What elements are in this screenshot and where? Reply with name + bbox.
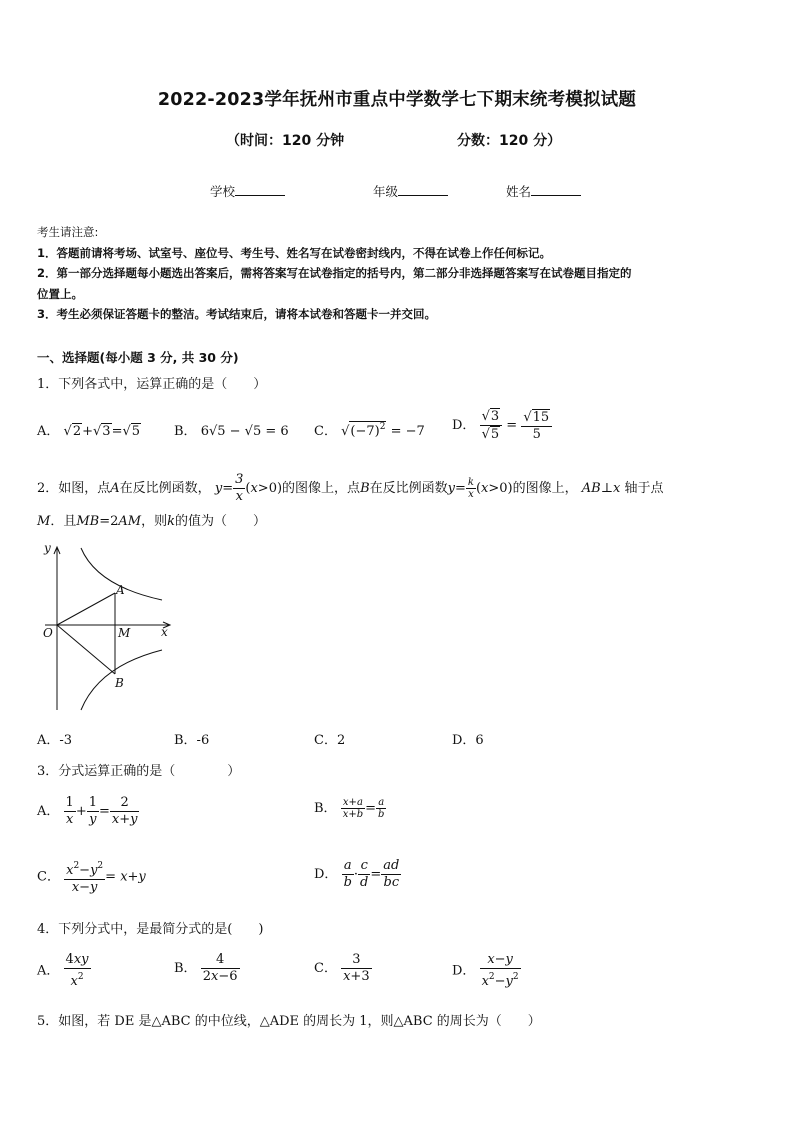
q3-option-d: D． $\frac{a}{b}$ · $\frac{c}{d}$ = $\frac{ad}{bc}$ [314, 858, 400, 890]
notice-item: 2．第一部分选择题每小题选出答案后，需将答案写在试卷指定的括号内，第二部分非选择题答案写在试卷题目指定的 [37, 266, 632, 280]
q1-option-d: D． $\frac{√3}{√5}$ = $\frac{√15}{5}$ [452, 408, 552, 443]
school-blank [235, 183, 285, 196]
q2-text: 在反比例函数 [369, 481, 448, 496]
name-field [506, 182, 581, 200]
option-label: B． [314, 801, 337, 816]
notice-heading: 考生请注意: [37, 225, 99, 239]
notice-item: 1．答题前请将考场、试室号、座位号、考生号、姓名写在试卷密封线内，不得在试卷上作任何标记。 [37, 245, 551, 260]
label-a: A [116, 583, 125, 597]
q2-option-a: A．-3 [37, 733, 73, 748]
q4-option-c: C． $\frac{3}{x+3}$ [314, 952, 370, 984]
question-5-stem: 5．如图，若 DE 是△ABC 的中位线，△ADE 的周长为 1，则△ABC 的周长为（ ） [37, 1014, 541, 1029]
q1-option-b [174, 420, 289, 439]
school-label: 学校 [210, 184, 236, 199]
q2-text: ．且 [50, 514, 77, 529]
question-3-stem: 3．分式运算正确的是（ ） [37, 764, 241, 779]
question-4-stem: 4．下列分式中，是最简分式的是( ) [37, 922, 264, 937]
name-label: 姓名 [506, 184, 532, 199]
q3-option-a: A． $\frac{1}{x}$ + $\frac{1}{y}$ = $\frac{2}{x+y}$ [37, 795, 138, 827]
q1-option-c: C． $√(-7)^2 = -7$ [314, 422, 425, 439]
label-x: x [161, 625, 168, 639]
option-label: D． [314, 867, 338, 882]
q2-text: 2．如图，点 [37, 481, 111, 496]
question-1-stem: 1．下列各式中，运算正确的是（ ） [37, 377, 267, 392]
section-heading: 一、选择题(每小题 3 分, 共 30 分) [37, 350, 239, 365]
option-label: C． [314, 961, 337, 976]
q4-option-b: B． $\frac{4}{2x-6}$ [174, 952, 238, 984]
name-blank [531, 183, 581, 196]
question-2-stem: 2．如图，点A在反比例函数， y= $\frac{3}{x}$ (x>0)的图像上，点B在反比例函数y= $\frac{k}{x}$ (x>0)的图像上， AB⊥x 轴于点 [37, 472, 664, 504]
notice-item: 位置上。 [37, 286, 83, 301]
grade-blank [398, 183, 448, 196]
option-label: A． [37, 804, 60, 819]
option-label: B． [174, 424, 197, 439]
option-label: B． [174, 961, 197, 976]
notice-item: 3．考生必须保证答题卡的整洁。考试结束后，请将本试卷和答题卡一并交回。 [37, 307, 436, 321]
exam-score: 分数：120 分） [457, 133, 562, 149]
option-label: A． [37, 424, 60, 439]
q2-text: 的值为（ ） [174, 514, 266, 529]
q3-option-b: B． $\frac{x+a}{x+b}$ = $\frac{a}{b}$ [314, 797, 385, 820]
q2-figure [37, 538, 177, 713]
q2-option-d: D．6 [452, 733, 484, 748]
page-title: 2022-2023学年抚州市重点中学数学七下期末统考模拟试题 [157, 90, 637, 110]
q2-text: 轴于点 [624, 481, 664, 496]
q4-option-a: A． $\frac{4xy}{x^2}$ [37, 952, 89, 989]
segment-oa [57, 593, 115, 625]
school-field [210, 182, 285, 200]
option-label: D． [452, 963, 476, 979]
option-label: C． [37, 869, 60, 885]
q1-b-expr: 6√5 − √5 = 6 [200, 424, 289, 439]
label-y: y [44, 541, 51, 555]
exam-time: （时间：120 分钟 [226, 133, 345, 149]
q2-text: 的图像上， [512, 481, 578, 496]
label-b: B [115, 676, 124, 690]
question-2-stem-line2: M．且MB=2AM，则k的值为（ ） [37, 514, 266, 529]
q1-c-tail: = −7 [390, 424, 425, 439]
label-o: O [43, 626, 53, 640]
q2-text: 在反比例函数， [119, 481, 211, 496]
q1-option-a: A． √2+√3=√5 [37, 424, 141, 439]
q2-option-b: B．-6 [174, 733, 210, 748]
option-label: C． [314, 424, 337, 439]
q2-option-c: C．2 [314, 733, 346, 748]
segment-ob [57, 625, 115, 674]
q4-option-d: D． $\frac{x-y}{x^2-y^2}$ [452, 952, 519, 989]
option-label: D． [452, 418, 476, 433]
q2-text: ，则 [141, 514, 168, 529]
option-label: A． [37, 963, 60, 979]
label-m: M [118, 626, 131, 640]
grade-field [373, 182, 448, 200]
notice-block [37, 222, 759, 325]
q2-text: 的图像上，点 [282, 481, 361, 496]
q3-option-c: C． $\frac{x^2-y^2}{x-y}$ = x+y [37, 858, 146, 896]
grade-label: 年级 [373, 184, 399, 199]
